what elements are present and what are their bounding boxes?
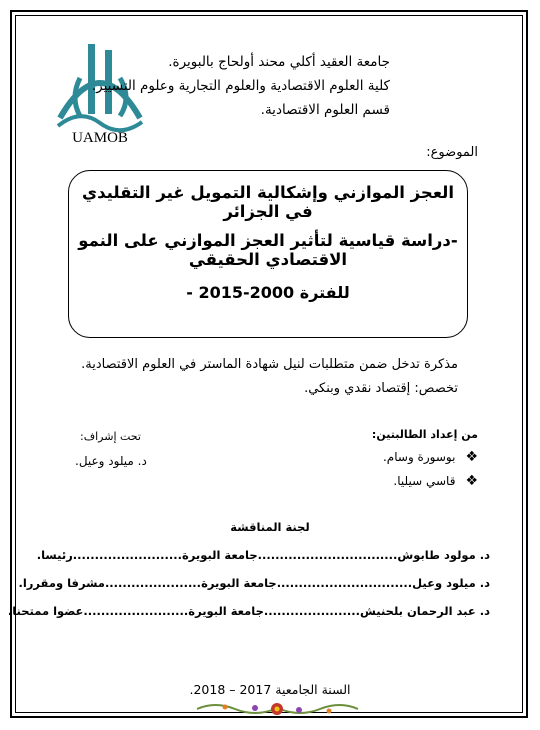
diamond-bullet-icon: ❖ [465,449,478,465]
student-name: بوسورة وسام. [382,450,456,464]
committee-row: د. مولود طابوش................................جامعة البويرة.........................رئيسا. [36,548,490,562]
faculty-name: كلية العلوم الاقتصادية والعلوم التجارية وعلوم التسيير. [91,78,390,94]
committee-row: د. ميلود وعيل...............................جامعة البويرة......................مشرفا ومقررا. [18,576,490,590]
member-name: د. مولود طابوش [397,548,490,562]
student-name: قاسي سيليا. [393,474,456,488]
member-institution: جامعة البويرة [188,604,264,618]
prepared-by-label: من إعداد الطالبتين: [371,428,478,441]
memo-line-1: مذكرة تدخل ضمن متطلبات لنيل شهادة الماستر في العلوم الاقتصادية. [81,357,458,372]
academic-year: السنة الجامعية 2017 – 2018. [189,682,351,697]
title-box [68,170,468,338]
member-institution: جامعة البويرة [181,548,258,562]
list-item [383,469,478,493]
diamond-bullet-icon: ❖ [465,473,478,489]
students-list [383,445,478,493]
member-name: د. عبد الرحمان بلحنيش [360,604,490,618]
committee-row: د. عبد الرحمان بلحنيش......................جامعة البويرة........................عضوا ممتحنا. [7,604,490,618]
member-institution: جامعة البويرة [201,576,277,590]
university-header [92,50,390,122]
logo-caption: UAMOB [72,130,128,146]
committee-title: لجنة المناقشة [230,520,310,534]
university-name: جامعة العقيد أكلي محند أولحاج بالبويرة. [168,54,390,70]
title-line-1: العجز الموازني وإشكالية التمويل غير التقليدي في الجزائر [82,183,454,221]
floral-ornament-icon [195,700,360,718]
supervision-label: تحت إشراف: [80,430,141,443]
member-role: رئيسا. [36,548,73,562]
subject-label: الموضوع: [426,145,478,160]
title-line-2: -دراسة قياسية لتأثير العجز الموازني على النمو الاقتصادي الحقيقي [78,231,458,269]
list-item [383,445,478,469]
memo-description [81,353,458,401]
department-name: قسم العلوم الاقتصادية. [260,102,390,118]
title-line-3: للفترة 2000-2015 - [186,283,350,302]
memo-line-2: تخصص: إقتصاد نقدي وبنكي. [304,381,458,396]
member-name: د. ميلود وعيل [412,576,490,590]
member-role: عضوا ممتحنا. [7,604,84,618]
member-role: مشرفا ومقررا. [18,576,105,590]
supervisor-name: د. ميلود وعيل. [75,454,147,468]
